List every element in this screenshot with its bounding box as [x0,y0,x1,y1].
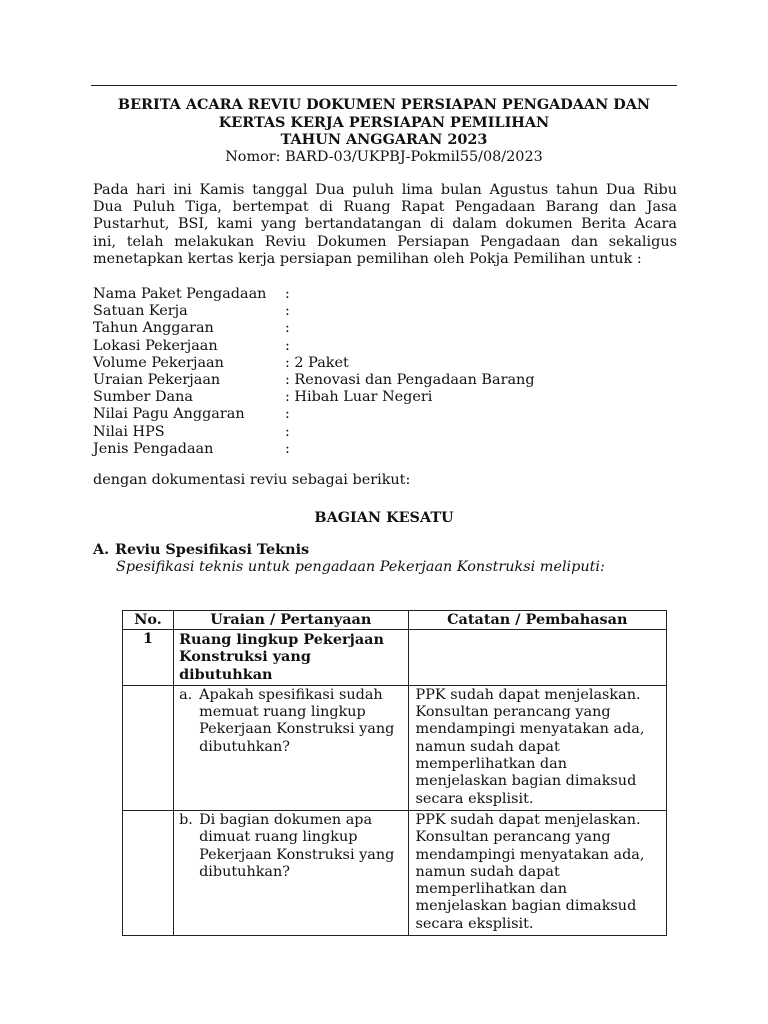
question-line: memuat ruang lingkup [199,704,366,721]
field-label: Nama Paket Pengadaan [93,286,267,302]
note-line: mendampingi menyatakan ada, [415,721,645,738]
title-line: TAHUN ANGGARAN 2023 [280,131,488,148]
field-value: : Hibah Luar Negeri [285,389,433,406]
scope-title-line: Konstruksi yang [179,648,311,666]
field-value: : [285,320,290,337]
field-row [93,389,535,406]
field-value: : [285,303,290,320]
question-line: Apakah spesifikasi sudah [199,686,383,703]
subsection-heading [93,541,309,558]
field-row [93,303,535,320]
scope-title-line: dibutuhkan [179,665,273,683]
field-value: : Renovasi dan Pengadaan Barang [285,372,535,389]
question-line: dimuat ruang lingkup [199,829,358,846]
note-line: Konsultan perancang yang [415,704,611,721]
question-cell [174,810,408,935]
document-title [91,96,677,166]
field-label: Tahun Anggaran [93,320,214,337]
column-header-no: No. [123,611,174,630]
note-line: secara eksplisit. [415,915,534,932]
field-row [93,372,535,389]
review-table [122,610,667,936]
note-line: menjelaskan bagian dimaksud [415,773,637,790]
paragraph-line: ini, telah melakukan Reviu Dokumen Persiapan Pengadaan dan sekaligus [93,233,677,250]
empty-number-cell [123,810,174,935]
table-header-row [123,611,667,630]
question-line: Di bagian dokumen apa [199,811,373,828]
field-row [93,355,535,372]
subsection-letter: A. [93,541,110,558]
notes-cell [408,810,666,935]
note-line: memperlihatkan dan [415,881,567,898]
title-line: KERTAS KERJA PERSIAPAN PEMILIHAN [218,113,550,131]
column-header-question: Uraian / Pertanyaan [174,611,408,630]
question-cell [174,685,408,810]
table-row [123,630,667,686]
empty-number-cell [123,685,174,810]
top-rule [91,85,677,86]
question-line: Pekerjaan Konstruksi yang [199,721,395,738]
document-number: Nomor: BARD-03/UKPBJ-Pokmil55/08/2023 [225,148,543,165]
subsection-title: Reviu Spesifikasi Teknis [115,541,310,558]
question-line: dibutuhkan? [199,738,290,755]
closing-sentence: dengan dokumentasi reviu sebagai berikut: [93,472,411,488]
field-row [93,406,535,423]
field-label: Jenis Pengadaan [93,440,214,457]
field-row [93,320,535,337]
note-line: menjelaskan bagian dimaksud [415,898,637,915]
field-value: : [285,440,290,457]
paragraph-line: menetapkan kertas kerja persiapan pemilihan oleh Pokja Pemilihan untuk : [93,250,642,267]
field-value: : [285,406,290,423]
field-label: Volume Pekerjaan [93,354,224,371]
table-row [123,810,667,935]
note-line: memperlihatkan dan [415,756,567,773]
question-line: dibutuhkan? [199,863,290,880]
note-line: namun sudah dapat [415,738,560,755]
field-value: : [285,337,290,354]
paragraph-line: Pada hari ini Kamis tanggal Dua puluh lima bulan Agustus tahun Dua Ribu [93,182,677,198]
intro-paragraph [93,182,677,268]
paragraph-line: Pustarhut, BSI, kami yang bertandatangan di dalam dokumen Berita Acara [93,216,677,233]
package-fields [93,286,535,458]
empty-notes-cell [408,630,666,686]
paragraph-line: Dua Puluh Tiga, bertempat di Ruang Rapat Pengadaan Barang dan Jasa [93,199,677,216]
notes-cell [408,685,666,810]
question-letter: a. [179,686,193,703]
note-line: namun sudah dapat [415,863,560,880]
field-row [93,441,535,458]
field-label: Lokasi Pekerjaan [93,337,218,354]
field-label: Uraian Pekerjaan [93,372,221,389]
note-line: Konsultan perancang yang [415,829,611,846]
question-line: Pekerjaan Konstruksi yang [199,846,395,863]
field-value: : [285,423,290,440]
field-label: Nilai HPS [93,423,165,440]
field-row [93,286,535,303]
table-row [123,685,667,810]
field-value: : 2 Paket [285,354,349,371]
scope-title-line: Ruang lingkup Pekerjaan [179,631,384,648]
row-number: 1 [123,630,174,686]
note-line: PPK sudah dapat menjelaskan. [415,686,641,703]
column-header-notes: Catatan / Pembahasan [408,611,666,630]
note-line: secara eksplisit. [415,790,534,807]
field-label: Sumber Dana [93,389,193,406]
note-line: PPK sudah dapat menjelaskan. [415,811,641,828]
scope-title [174,630,408,686]
field-row [93,338,535,355]
note-line: mendampingi menyatakan ada, [415,846,645,863]
field-label: Satuan Kerja [93,303,188,320]
question-letter: b. [179,811,193,828]
field-value: : [285,286,290,302]
subsection-intro: Spesifikasi teknis untuk pengadaan Pekerjaan Konstruksi meliputi: [116,559,605,575]
field-label: Nilai Pagu Anggaran [93,406,245,423]
section-title: BAGIAN KESATU [314,509,454,526]
field-row [93,424,535,441]
title-line: BERITA ACARA REVIU DOKUMEN PERSIAPAN PENGADAAN DAN [117,96,651,113]
